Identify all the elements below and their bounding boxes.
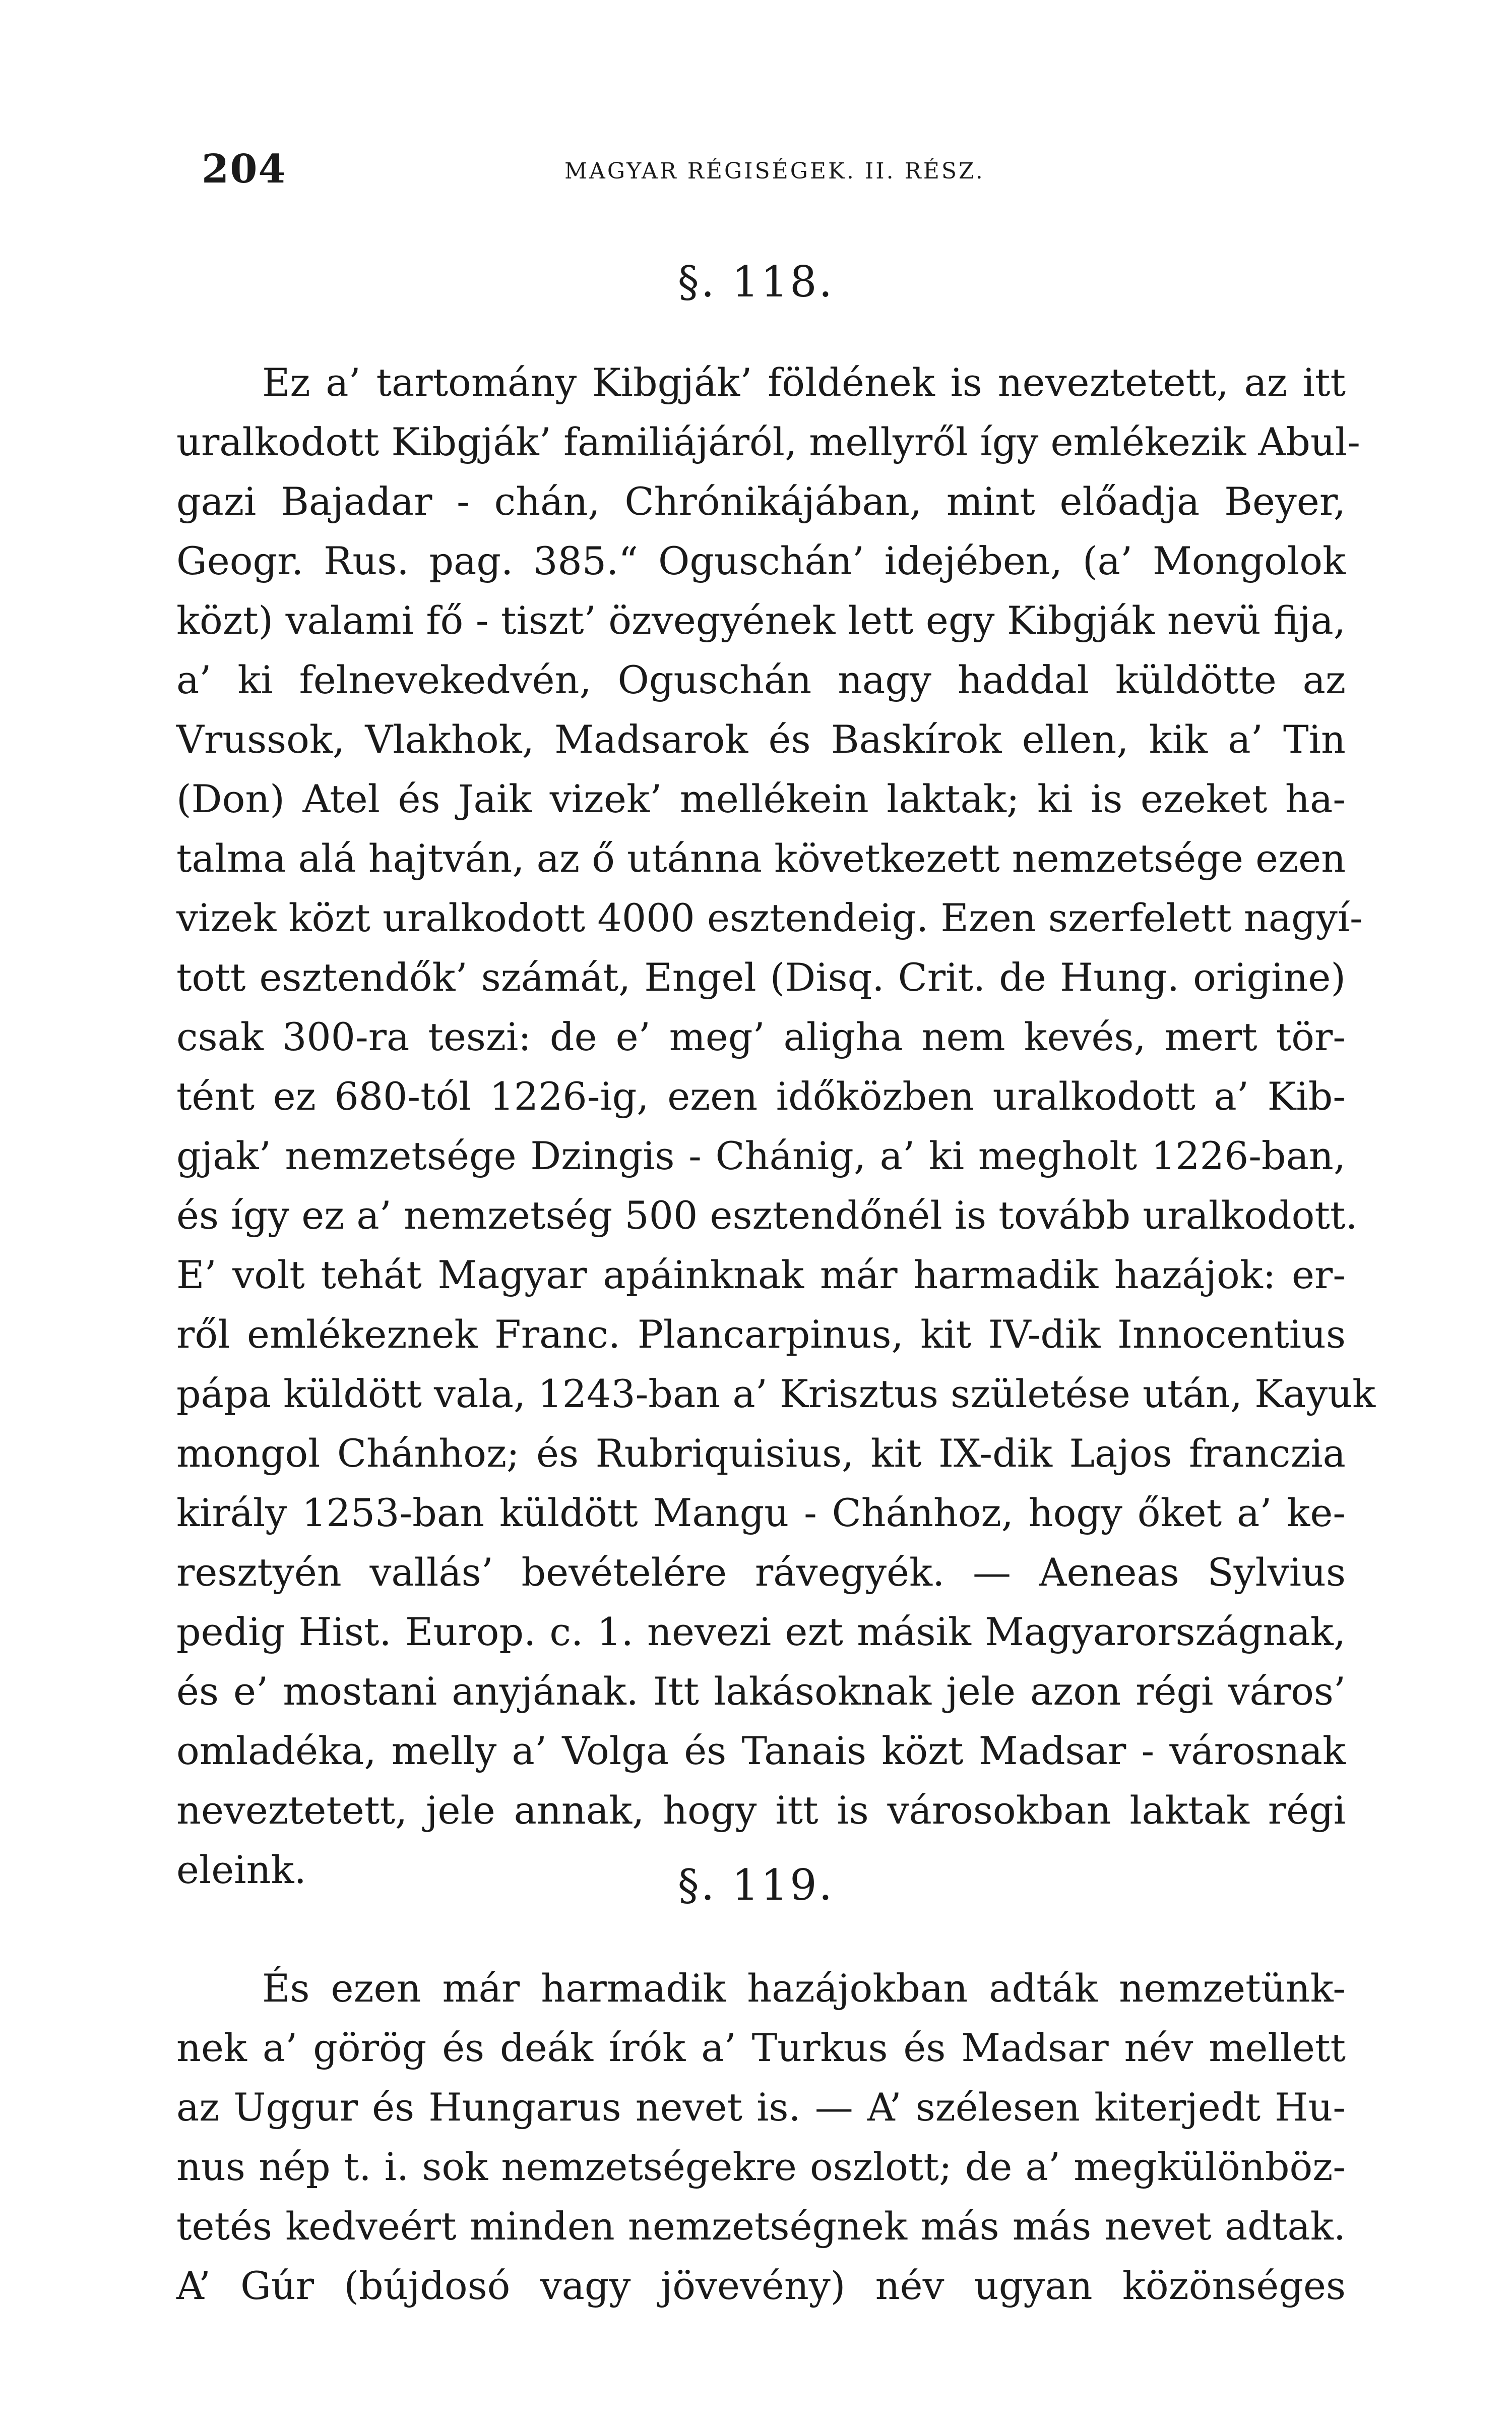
running-title: MAGYAR RÉGISÉGEK. II. RÉSZ. — [564, 158, 985, 184]
text-line: resztyén vallás’ bevételére rávegyék. — Aeneas Sylvius — [176, 1550, 1346, 1595]
text-line: Geogr. Rus. pag. 385.“ Oguschán’ idejében, (a’ Mongolok — [176, 538, 1346, 583]
text-line: E’ volt tehát Magyar apáinknak már harmadik hazájok: er- — [176, 1252, 1346, 1297]
text-line: tetés kedveért minden nemzetségnek más más nevet adtak. — [176, 2204, 1346, 2249]
text-line: mongol Chánhoz; és Rubriquisius, kit IX-dik Lajos franczia — [176, 1431, 1346, 1476]
section-heading-119: §. 119. — [677, 1860, 835, 1910]
text-line: A’ Gúr (bújdosó vagy jövevény) név ugyan közönséges — [176, 2263, 1346, 2308]
text-line: vizek közt uralkodott 4000 esztendeig. Ezen szerfelett nagyí- — [176, 895, 1363, 940]
text-line: gazi Bajadar - chán, Chrónikájában, mint előadja Beyer, — [176, 479, 1346, 524]
section-heading-118: §. 118. — [677, 257, 835, 307]
text-line: az Uggur és Hungarus nevet is. — A’ szélesen kiterjedt Hu- — [176, 2085, 1346, 2130]
text-line: Vrussok, Vlakhok, Madsarok és Baskírok ellen, kik a’ Tin — [176, 717, 1346, 762]
text-line: eleink. — [176, 1847, 306, 1892]
text-line: nek a’ görög és deák írók a’ Turkus és Madsar név mellett — [176, 2025, 1346, 2070]
page-number: 204 — [202, 146, 287, 192]
text-line: gjak’ nemzetsége Dzingis - Chánig, a’ ki megholt 1226-ban, — [176, 1133, 1346, 1178]
text-line: közt) valami fő - tiszt’ özvegyének lett egy Kibgják nevü fija, — [176, 598, 1346, 643]
text-line: És ezen már harmadik hazájokban adták nemzetünk- — [262, 1966, 1346, 2011]
text-line: ről emlékeznek Franc. Plancarpinus, kit IV-dik Innocentius — [176, 1312, 1346, 1357]
text-line: pápa küldött vala, 1243-ban a’ Krisztus születése után, Kayuk — [176, 1371, 1376, 1416]
text-line: talma alá hajtván, az ő utánna következett nemzetsége ezen — [176, 836, 1346, 881]
text-line: omladéka, melly a’ Volga és Tanais közt Madsar - városnak — [176, 1728, 1346, 1773]
text-line: pedig Hist. Europ. c. 1. nevezi ezt másik Magyarországnak, — [176, 1609, 1346, 1654]
text-line: tént ez 680-tól 1226-ig, ezen időközben uralkodott a’ Kib- — [176, 1074, 1346, 1119]
text-line: király 1253-ban küldött Mangu - Chánhoz, hogy őket a’ ke- — [176, 1490, 1346, 1535]
text-line: tott esztendők’ számát, Engel (Disq. Crit. de Hung. origine) — [176, 955, 1346, 1000]
text-line: (Don) Atel és Jaik vizek’ mellékein laktak; ki is ezeket ha- — [176, 776, 1346, 821]
text-line: és így ez a’ nemzetség 500 esztendőnél is tovább uralkodott. — [176, 1193, 1358, 1238]
paragraph-119 — [176, 1959, 1346, 2316]
text-line: és e’ mostani anyjának. Itt lakásoknak jele azon régi város’ — [176, 1669, 1346, 1714]
page-header — [202, 146, 1361, 207]
text-line: neveztetett, jele annak, hogy itt is városokban laktak régi — [176, 1788, 1346, 1833]
text-line: nus nép t. i. sok nemzetségekre oszlott; de a’ megkülönböz- — [176, 2144, 1346, 2189]
text-line: csak 300-ra teszi: de e’ meg’ aligha nem kevés, mert tör- — [176, 1014, 1346, 1059]
text-line: uralkodott Kibgják’ familiájáról, mellyről így emlékezik Abul- — [176, 419, 1360, 464]
text-line: a’ ki felnevekedvén, Oguschán nagy haddal küldötte az — [176, 657, 1346, 702]
text-line: Ez a’ tartomány Kibgják’ földének is neveztetett, az itt — [262, 360, 1346, 405]
paragraph-118 — [176, 353, 1376, 1900]
